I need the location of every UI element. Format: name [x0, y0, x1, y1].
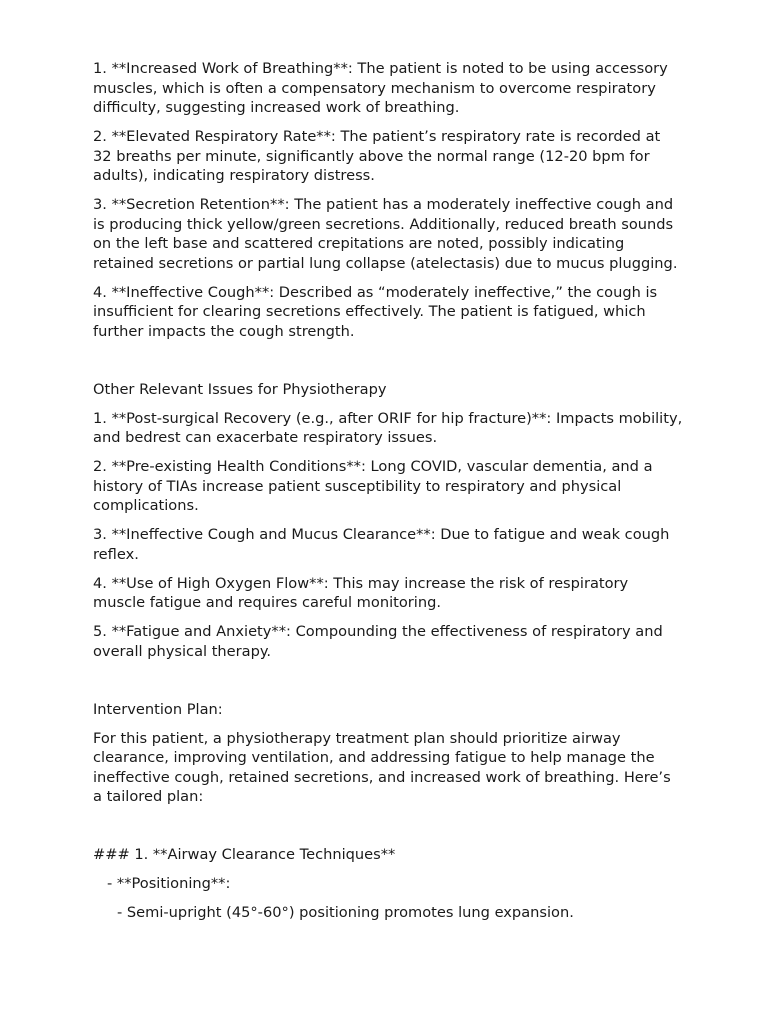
issue-paragraph-3: 3. **Secretion Retention**: The patient has a moderately ineffective cough and is producing thick yellow/green secretions. Additionally, reduced breath sounds on the left base and scattered crepitations are noted, possibly indicating retained secretions or partial lung collapse (atelectasis) due to mucus plugging.	[93, 196, 678, 272]
other-issue-paragraph-3: 3. **Ineffective Cough and Mucus Clearance**: Due to fatigue and weak cough reflex.	[93, 526, 670, 563]
issue-paragraph-4: 4. **Ineffective Cough**: Described as “moderately ineffective,” the cough is insufficient for clearing secretions effectively. The patient is fatigued, which further impacts the cough strength.	[93, 283, 658, 340]
intervention-plan-heading: Intervention Plan:	[93, 700, 223, 718]
document-page	[93, 59, 683, 932]
positioning-subheading: - **Positioning**:	[107, 875, 231, 892]
other-issues-heading: Other Relevant Issues for Physiotherapy	[93, 380, 387, 398]
intervention-plan-intro: For this patient, a physiotherapy treatment plan should prioritize airway clearance, improving ventilation, and addressing fatigue to help manage the ineffective cough, retained secretions, and increased work of breathing. Here’s a tailored plan:	[93, 729, 671, 805]
other-issue-paragraph-5: 5. **Fatigue and Anxiety**: Compounding the effectiveness of respiratory and overall physical therapy.	[93, 623, 663, 660]
spacer	[93, 671, 683, 700]
spacer	[93, 351, 683, 380]
issue-paragraph-1: 1. **Increased Work of Breathing**: The patient is noted to be using accessory muscles, which is often a compensatory mechanism to overcome respiratory difficulty, suggesting increased work of breathing.	[93, 60, 668, 116]
spacer	[93, 816, 683, 845]
positioning-detail: - Semi-upright (45°-60°) positioning promotes lung expansion.	[117, 904, 574, 921]
other-issue-paragraph-4: 4. **Use of High Oxygen Flow**: This may increase the risk of respiratory muscle fatigue and requires careful monitoring.	[93, 574, 629, 611]
airway-clearance-heading: ### 1. **Airway Clearance Techniques**	[93, 846, 396, 863]
other-issue-paragraph-2: 2. **Pre-existing Health Conditions**: Long COVID, vascular dementia, and a history of TIAs increase patient susceptibility to respiratory and physical complications.	[93, 458, 653, 514]
issue-paragraph-2: 2. **Elevated Respiratory Rate**: The patient’s respiratory rate is recorded at 32 breaths per minute, significantly above the normal range (12-20 bpm for adults), indicating respiratory distress.	[93, 128, 661, 184]
other-issue-paragraph-1: 1. **Post-surgical Recovery (e.g., after ORIF for hip fracture)**: Impacts mobility, and bedrest can exacerbate respiratory issues.	[93, 409, 683, 446]
